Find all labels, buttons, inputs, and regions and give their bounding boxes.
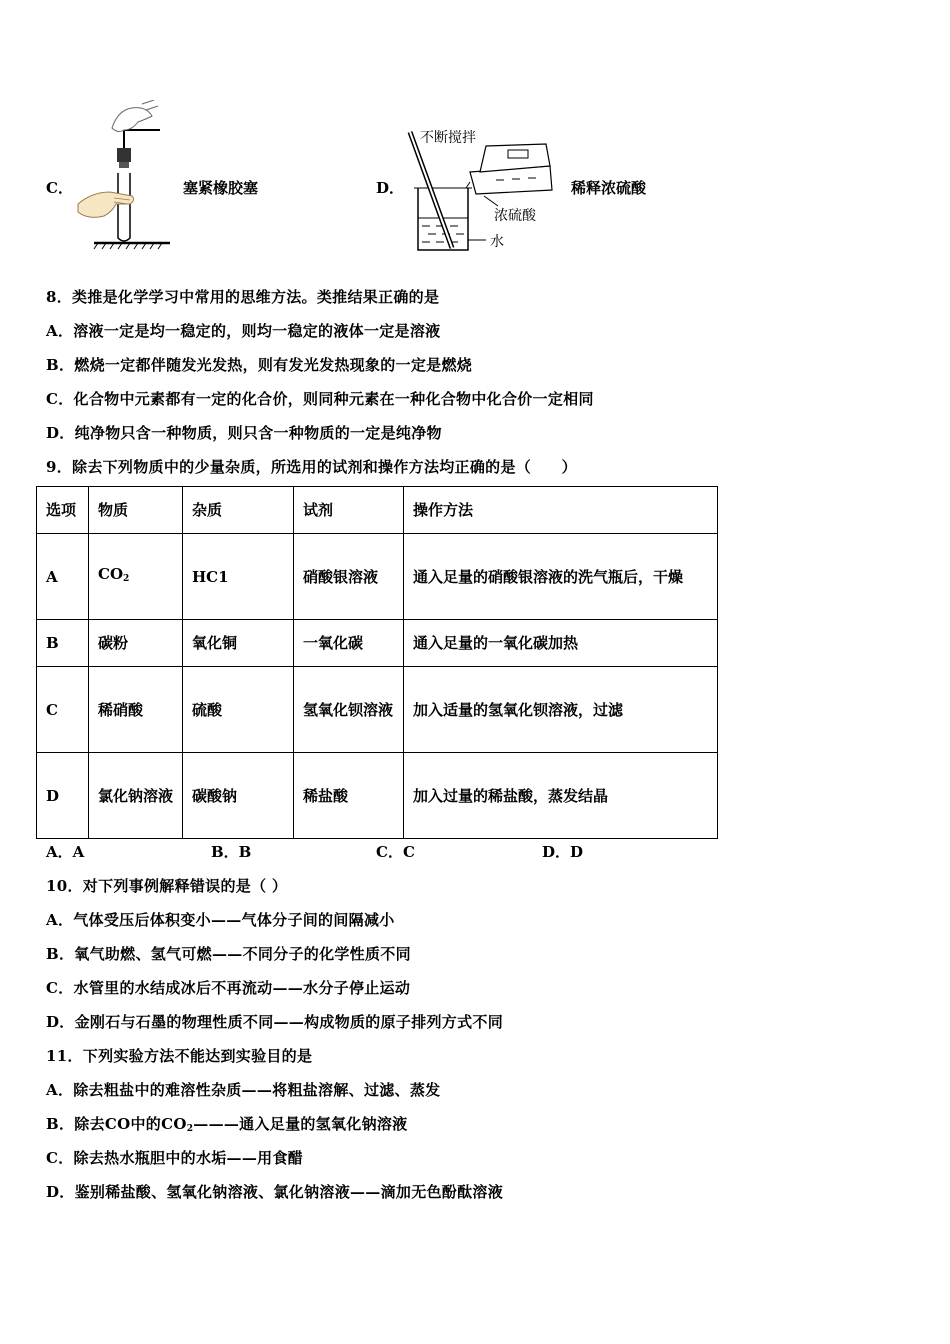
table-header-row xyxy=(37,487,718,534)
q11-option-d: D．鉴别稀盐酸、氢氧化钠溶液、氯化钠溶液——滴加无色酚酞溶液 xyxy=(46,1183,504,1201)
q10-option-c: C．水管里的水结成冰后不再流动——水分子停止运动 xyxy=(46,979,411,997)
answer-d: D．D xyxy=(542,843,584,861)
figure-d-caption: 稀释浓硫酸 xyxy=(571,179,647,197)
answer-b: B．B xyxy=(211,843,252,861)
answer-c: C．C xyxy=(376,843,415,861)
q10-stem: 10．对下列事例解释错误的是（ ） xyxy=(46,877,288,895)
row-a-method: 通入足量的硝酸银溶液的洗气瓶后，干燥 xyxy=(404,534,718,620)
row-b-substance: 碳粉 xyxy=(89,620,183,667)
table-row xyxy=(37,667,718,753)
header-substance: 物质 xyxy=(89,487,183,534)
header-option: 选项 xyxy=(37,487,89,534)
q10-option-a: A．气体受压后体积变小——气体分子间的间隔减小 xyxy=(46,911,395,929)
q10-option-b: B．氧气助燃、氢气可燃——不同分子的化学性质不同 xyxy=(46,945,411,963)
q10-option-d: D．金刚石与石墨的物理性质不同——构成物质的原子排列方式不同 xyxy=(46,1013,504,1031)
figure-c-caption: 塞紧橡胶塞 xyxy=(183,179,259,197)
row-c-option: C xyxy=(37,667,89,753)
q11-option-a: A．除去粗盐中的难溶性杂质——将粗盐溶解、过滤、蒸发 xyxy=(46,1081,441,1099)
figure-d-letter: D． xyxy=(376,179,405,197)
table-row xyxy=(37,534,718,620)
q8-option-c: C．化合物中元素都有一定的化合价，则同种元素在一种化合物中化合价一定相同 xyxy=(46,390,594,408)
row-d-option: D xyxy=(37,753,89,839)
row-a-substance: $CO_2$ xyxy=(89,534,183,620)
row-c-impurity: 硫酸 xyxy=(183,667,294,753)
table-row xyxy=(37,620,718,667)
q11-stem: 11．下列实验方法不能达到实验目的是 xyxy=(46,1047,313,1065)
row-c-substance: 稀硝酸 xyxy=(89,667,183,753)
row-d-impurity: 碳酸钠 xyxy=(183,753,294,839)
water-label: 水 xyxy=(490,234,504,250)
q8-option-b: B．燃烧一定都伴随发光发热，则有发光发热现象的一定是燃烧 xyxy=(46,356,473,374)
row-c-method: 加入适量的氢氧化钡溶液，过滤 xyxy=(404,667,718,753)
q8-stem: 8．类推是化学学习中常用的思维方法。类推结果正确的是 xyxy=(46,288,440,306)
header-reagent: 试剂 xyxy=(294,487,404,534)
acid-label: 浓硫酸 xyxy=(494,208,536,224)
row-d-method: 加入过量的稀盐酸，蒸发结晶 xyxy=(404,753,718,839)
q11-option-c: C．除去热水瓶胆中的水垢——用食醋 xyxy=(46,1149,304,1167)
answer-a: A．A xyxy=(46,843,85,861)
row-c-reagent: 氢氧化钡溶液 xyxy=(294,667,404,753)
stopper-insert-illustration xyxy=(74,100,174,252)
q11-option-b: B．除去CO中的$CO_2———$通入足量的氢氧化钠溶液 xyxy=(46,1115,408,1134)
q8-option-d: D．纯净物只含一种物质，则只含一种物质的一定是纯净物 xyxy=(46,424,442,442)
row-b-impurity: 氧化铜 xyxy=(183,620,294,667)
dilute-sulfuric-acid-illustration xyxy=(400,122,560,257)
row-a-reagent: 硝酸银溶液 xyxy=(294,534,404,620)
subscript: 2 xyxy=(123,574,130,584)
row-b-reagent: 一氧化碳 xyxy=(294,620,404,667)
stir-label: 不断搅拌 xyxy=(420,130,476,146)
header-impurity: 杂质 xyxy=(183,487,294,534)
row-a-impurity: HC1 xyxy=(183,534,294,620)
row-d-reagent: 稀盐酸 xyxy=(294,753,404,839)
subscript: 2 xyxy=(186,1124,194,1134)
row-d-substance: 氯化钠溶液 xyxy=(89,753,183,839)
figure-c-letter: C． xyxy=(46,179,73,197)
q9-table xyxy=(36,486,718,839)
table-row xyxy=(37,753,718,839)
q8-option-a: A．溶液一定是均一稳定的，则均一稳定的液体一定是溶液 xyxy=(46,322,441,340)
row-b-method: 通入足量的一氧化碳加热 xyxy=(404,620,718,667)
row-b-option: B xyxy=(37,620,89,667)
header-method: 操作方法 xyxy=(404,487,718,534)
row-a-option: A xyxy=(37,534,89,620)
q9-stem: 9．除去下列物质中的少量杂质，所选用的试剂和操作方法均正确的是（ ） xyxy=(46,458,577,476)
